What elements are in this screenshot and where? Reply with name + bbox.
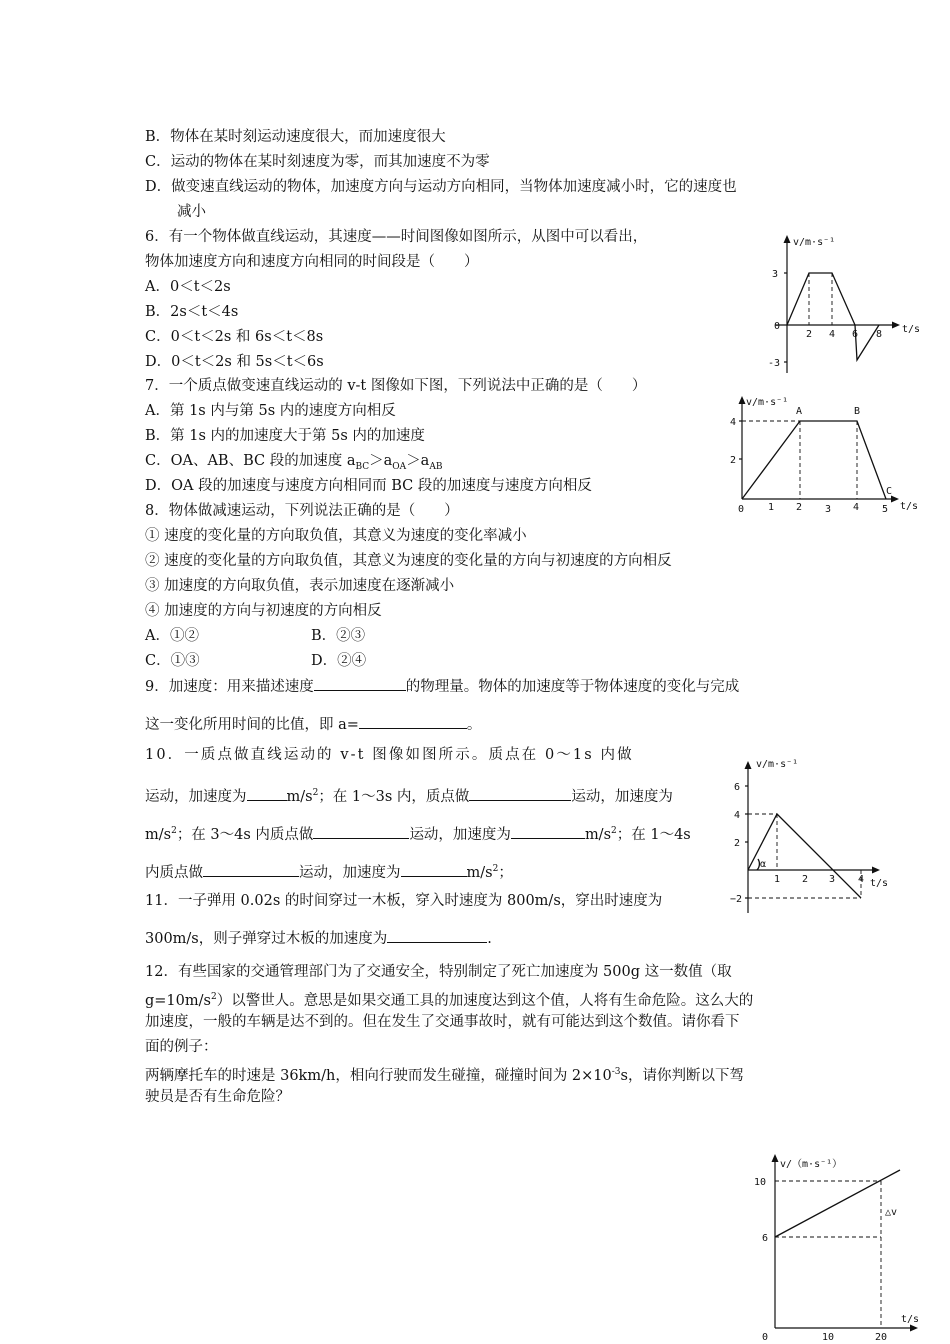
q5-option-d-line2: 减小 <box>177 204 206 220</box>
q10-label-x4: 4 <box>858 874 865 885</box>
q7-velocity-line <box>742 421 886 499</box>
bottom-label-6: 6 <box>762 1233 769 1244</box>
q7-label-x5: 5 <box>882 504 889 515</box>
q12-line5: 两辆摩托车的时速是 36km/h，相向行驶而发生碰撞，碰撞时间为 $2\times 10^{-3}s$，请你判断以下驾 <box>145 1067 744 1084</box>
velocity-graph-bottom <box>740 1150 930 1344</box>
q10-blank-5[interactable] <box>203 862 299 877</box>
q10-line1: 10．一质点做直线运动的 v-t 图像如图所示。质点在 0～1s 内做 <box>145 747 634 763</box>
q7-label-x0: 0 <box>738 504 745 515</box>
q6-vt-graph <box>760 228 930 378</box>
q11-blank[interactable] <box>387 928 487 943</box>
q6-option-b: B．2s＜t＜4s <box>145 304 239 320</box>
q7-label-x3: 3 <box>825 504 832 515</box>
q6-label-origin: 0 <box>774 321 781 332</box>
q12-line4: 面的例子： <box>145 1039 218 1055</box>
q6-label-x6: 6 <box>852 329 859 340</box>
q7-x-arrow <box>891 496 899 503</box>
q7-point-b: B <box>854 406 861 417</box>
q7-ylabel: v/m·s⁻¹ <box>746 397 789 408</box>
q10-label-6: 6 <box>734 782 741 793</box>
q9-blank-2[interactable] <box>359 714 467 729</box>
q6-option-c: C．0＜t＜2s 和 6s＜t＜8s <box>145 329 324 345</box>
q10-label-x1: 1 <box>774 874 781 885</box>
q8-stem: 8．物体做减速运动，下列说法正确的是（ ） <box>145 503 459 519</box>
q7-label-x2: 2 <box>796 502 803 513</box>
q6-label-neg3: -3 <box>768 358 781 369</box>
bottom-label-x20: 20 <box>875 1332 888 1343</box>
q7-y-arrow <box>739 396 746 404</box>
q10-line3: $m/s^2$；在 3～4s 内质点做 运动，加速度为 $m/s^2$；在 1～4s <box>145 821 691 845</box>
q5-option-d-line1: D．做变速直线运动的物体，加速度方向与运动方向相同，当物体加速度减小时，它的速度也 <box>145 179 737 195</box>
q10-blank-6[interactable] <box>401 862 467 877</box>
q8-option-d: D．②④ <box>311 653 367 669</box>
q12-line3: 加速度，一般的车辆是达不到的。但在发生了交通事故时，就有可能达到这个数值。请你看下 <box>145 1014 740 1030</box>
q10-line4: 内质点做 运动，加速度为 $m/s^2$； <box>145 859 513 883</box>
q10-line2: 运动，加速度为 $m/s^2$；在 1～3s 内，质点做 运动，加速度为 <box>145 783 673 807</box>
q10-y-arrow <box>745 761 752 769</box>
q5-option-b: B．物体在某时刻运动速度很大，而加速度很大 <box>145 129 446 145</box>
q9-blank-1[interactable] <box>314 676 406 691</box>
q10-x-arrow <box>872 867 880 874</box>
q10-vt-graph <box>728 755 908 915</box>
q7-option-d: D．OA 段的加速度与速度方向相同而 BC 段的加速度与速度方向相反 <box>145 478 592 494</box>
q6-label-x2: 2 <box>806 329 813 340</box>
q6-option-a: A．0＜t＜2s <box>145 279 231 295</box>
q10-label-x3: 3 <box>829 874 836 885</box>
q6-stem-line2: 物体加速度方向和速度方向相同的时间段是（ ） <box>145 254 479 270</box>
q10-blank-2[interactable] <box>469 786 571 801</box>
q7-point-c: C <box>886 486 893 497</box>
bottom-label-x0: 0 <box>762 1332 769 1343</box>
bottom-label-x10: 10 <box>822 1332 835 1343</box>
q8-statement-3: ③ 加速度的方向取负值，表示加速度在逐渐减小 <box>145 578 455 594</box>
q6-y-arrow <box>784 235 791 243</box>
q7-option-b: B．第 1s 内的加速度大于第 5s 内的加速度 <box>145 428 425 444</box>
q7-label-x4: 4 <box>853 502 860 513</box>
q10-blank-4[interactable] <box>511 824 585 839</box>
q7-stem: 7．一个质点做变速直线运动的 v-t 图像如下图，下列说法中正确的是（ ） <box>145 378 647 394</box>
q9-line1: 9．加速度：用来描述速度 的物理量。物体的加速度等于物体速度的变化与完成 <box>145 676 739 697</box>
q10-ylabel: v/m·s⁻¹ <box>756 759 799 770</box>
q11-line2: 300m/s，则子弹穿过木板的加速度为 . <box>145 928 492 949</box>
bottom-y-arrow <box>772 1154 779 1162</box>
q10-label-4: 4 <box>734 810 741 821</box>
q8-statement-2: ② 速度的变化量的方向取负值，其意义为速度的变化量的方向与初速度的方向相反 <box>145 553 672 569</box>
q8-option-a: A．①② <box>145 628 199 644</box>
q6-xlabel: t/s <box>902 324 921 335</box>
q10-label-alpha: α <box>760 859 767 870</box>
q10-label-2: 2 <box>734 838 741 849</box>
q10-velocity-line <box>748 814 861 898</box>
q8-statement-4: ④ 加速度的方向与初速度的方向相反 <box>145 603 382 619</box>
q6-stem-line1: 6．有一个物体做直线运动，其速度——时间图像如图所示，从图中可以看出， <box>145 229 648 245</box>
bottom-ylabel: v/（m·s⁻¹） <box>780 1159 843 1170</box>
q12-line2: $g=10m/s^2$）以警世人。意思是如果交通工具的加速度达到这个值，人将有生命危险。这么大的 <box>145 992 754 1009</box>
bottom-xlabel: t/s <box>901 1314 920 1325</box>
q10-blank-3[interactable] <box>313 824 409 839</box>
q5-option-c: C．运动的物体在某时刻速度为零，而其加速度不为零 <box>145 154 490 170</box>
q7-vt-graph <box>726 392 926 522</box>
q8-option-c: C．①③ <box>145 653 200 669</box>
q6-velocity-line <box>787 273 879 360</box>
q10-xlabel: t/s <box>870 878 889 889</box>
q9-line2: 这一变化所用时间的比值，即 a= 。 <box>145 714 481 735</box>
q10-blank-1[interactable] <box>247 786 287 801</box>
q6-option-d: D．0＜t＜2s 和 5s＜t＜6s <box>145 354 324 370</box>
q10-label-x2: 2 <box>802 874 809 885</box>
q7-point-a: A <box>796 406 803 417</box>
q11-line1: 11．一子弹用 0.02s 的时间穿过一木板，穿入时速度为 800m/s，穿出时速度为 <box>145 893 663 909</box>
q12-line6: 驶员是否有生命危险？ <box>145 1089 290 1105</box>
q7-option-a: A．第 1s 内与第 5s 内的速度方向相反 <box>145 403 396 419</box>
q6-label-x8: 8 <box>876 329 883 340</box>
q7-xlabel: t/s <box>900 501 919 512</box>
bottom-label-10: 10 <box>754 1177 767 1188</box>
q6-ylabel: v/m·s⁻¹ <box>793 237 836 248</box>
q8-statement-1: ① 速度的变化量的方向取负值，其意义为速度的变化率减小 <box>145 528 527 544</box>
q7-label-x1: 1 <box>768 502 775 513</box>
q12-line1: 12．有些国家的交通管理部门为了交通安全，特别制定了死亡加速度为 500g 这一数值（取 <box>145 964 732 980</box>
q6-label-3: 3 <box>772 269 779 280</box>
bottom-x-arrow <box>910 1325 918 1332</box>
q6-x-arrow <box>892 322 900 329</box>
q8-option-b: B．②③ <box>311 628 366 644</box>
q7-option-c: C．OA、AB、BC 段的加速度 $a_{BC}>a_{OA}>a_{AB}$ <box>145 453 443 472</box>
q7-label-4: 4 <box>730 417 737 428</box>
q7-label-2: 2 <box>730 455 737 466</box>
bottom-label-delta-v: △v <box>885 1207 898 1218</box>
q10-label-neg2: −2 <box>730 894 743 905</box>
q6-label-x4: 4 <box>829 329 836 340</box>
